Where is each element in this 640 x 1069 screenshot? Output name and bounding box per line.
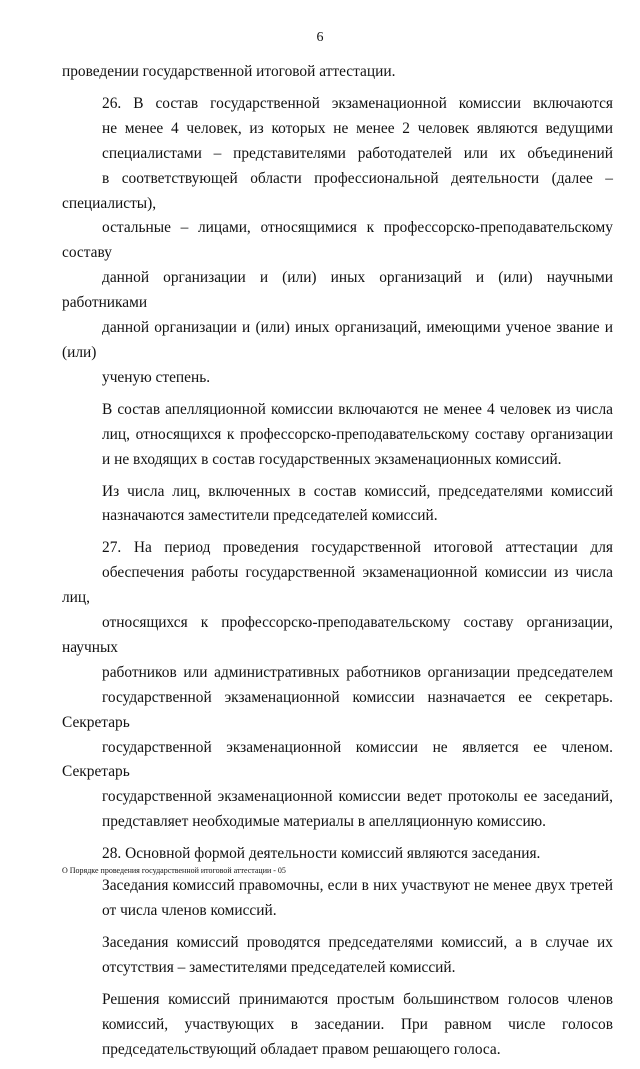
paragraph bbox=[62, 536, 613, 835]
text-line: работников или административных работников организации председателем bbox=[102, 663, 613, 681]
text-line: отсутствия – заместителями председателей комиссий. bbox=[102, 958, 456, 976]
text-line: обеспечения работы государственной экзаменационной комиссии из числа лиц, bbox=[62, 564, 613, 607]
text-line: данной организации и (или) иных организаций и (или) научными работниками bbox=[62, 269, 613, 312]
text-line: государственной экзаменационной комиссии ведет протоколы ее заседаний, bbox=[102, 788, 613, 806]
page-number: 6 bbox=[316, 30, 324, 45]
text-line: государственной экзаменационной комиссии не является ее членом. Секретарь bbox=[62, 738, 613, 781]
text-line: комиссий, участвующих в заседании. При равном числе голосов bbox=[102, 1015, 613, 1033]
text-line: остальные – лицами, относящимися к профессорско-преподавательскому составу bbox=[62, 219, 613, 262]
paragraph bbox=[62, 92, 613, 391]
text-line: Решения комиссий принимаются простым большинством голосов членов bbox=[102, 990, 613, 1008]
page-footer: О Порядке проведения государственной итоговой аттестации - 05 bbox=[62, 866, 286, 875]
text-line: 27. На период проведения государственной итоговой аттестации для bbox=[102, 539, 613, 557]
text-line: государственной экзаменационной комиссии назначается ее секретарь. Секретарь bbox=[62, 688, 613, 731]
text-line: Заседания комиссий правомочны, если в них участвуют не менее двух третей bbox=[102, 877, 613, 895]
text-line: ученую степень. bbox=[102, 368, 211, 386]
text-line: специалистами – представителями работодателей или их объединений bbox=[102, 144, 613, 162]
paragraph bbox=[62, 842, 613, 867]
paragraph bbox=[62, 60, 613, 85]
text-line: В состав апелляционной комиссии включаются не менее 4 человек из числа bbox=[102, 400, 613, 418]
text-line: 28. Основной формой деятельности комиссий являются заседания. bbox=[102, 845, 541, 863]
paragraph bbox=[62, 398, 613, 473]
paragraph bbox=[62, 874, 613, 924]
text-line: назначаются заместители председателей комиссий. bbox=[102, 507, 438, 525]
text-line: в соответствующей области профессиональной деятельности (далее – специалисты), bbox=[62, 169, 613, 212]
paragraph bbox=[62, 480, 613, 530]
text-line: Из числа лиц, включенных в состав комиссий, председателями комиссий bbox=[102, 482, 613, 500]
text-line: лиц, относящихся к профессорско-преподавательскому составу организации bbox=[102, 425, 613, 443]
document-body bbox=[62, 60, 613, 1069]
text-line: данной организации и (или) иных организаций, имеющими ученое звание и (или) bbox=[62, 319, 613, 361]
text-line: 26. В состав государственной экзаменационной комиссии включаются bbox=[102, 94, 613, 112]
text-line: от числа членов комиссий. bbox=[102, 902, 277, 919]
text-line: председательствующий обладает правом решающего голоса. bbox=[102, 1040, 501, 1058]
text-line: проведении государственной итоговой аттестации. bbox=[62, 63, 396, 80]
text-line: относящихся к профессорско-преподавательскому составу организации, научных bbox=[62, 614, 613, 656]
text-line: представляет необходимые материалы в апелляционную комиссию. bbox=[102, 813, 547, 831]
text-line: и не входящих в состав государственных экзаменационных комиссий. bbox=[102, 450, 562, 468]
paragraph bbox=[62, 931, 613, 981]
paragraph bbox=[62, 988, 613, 1063]
text-line: не менее 4 человек, из которых не менее 2 человек являются ведущими bbox=[102, 119, 613, 137]
text-line: Заседания комиссий проводятся председателями комиссий, а в случае их bbox=[102, 933, 613, 951]
